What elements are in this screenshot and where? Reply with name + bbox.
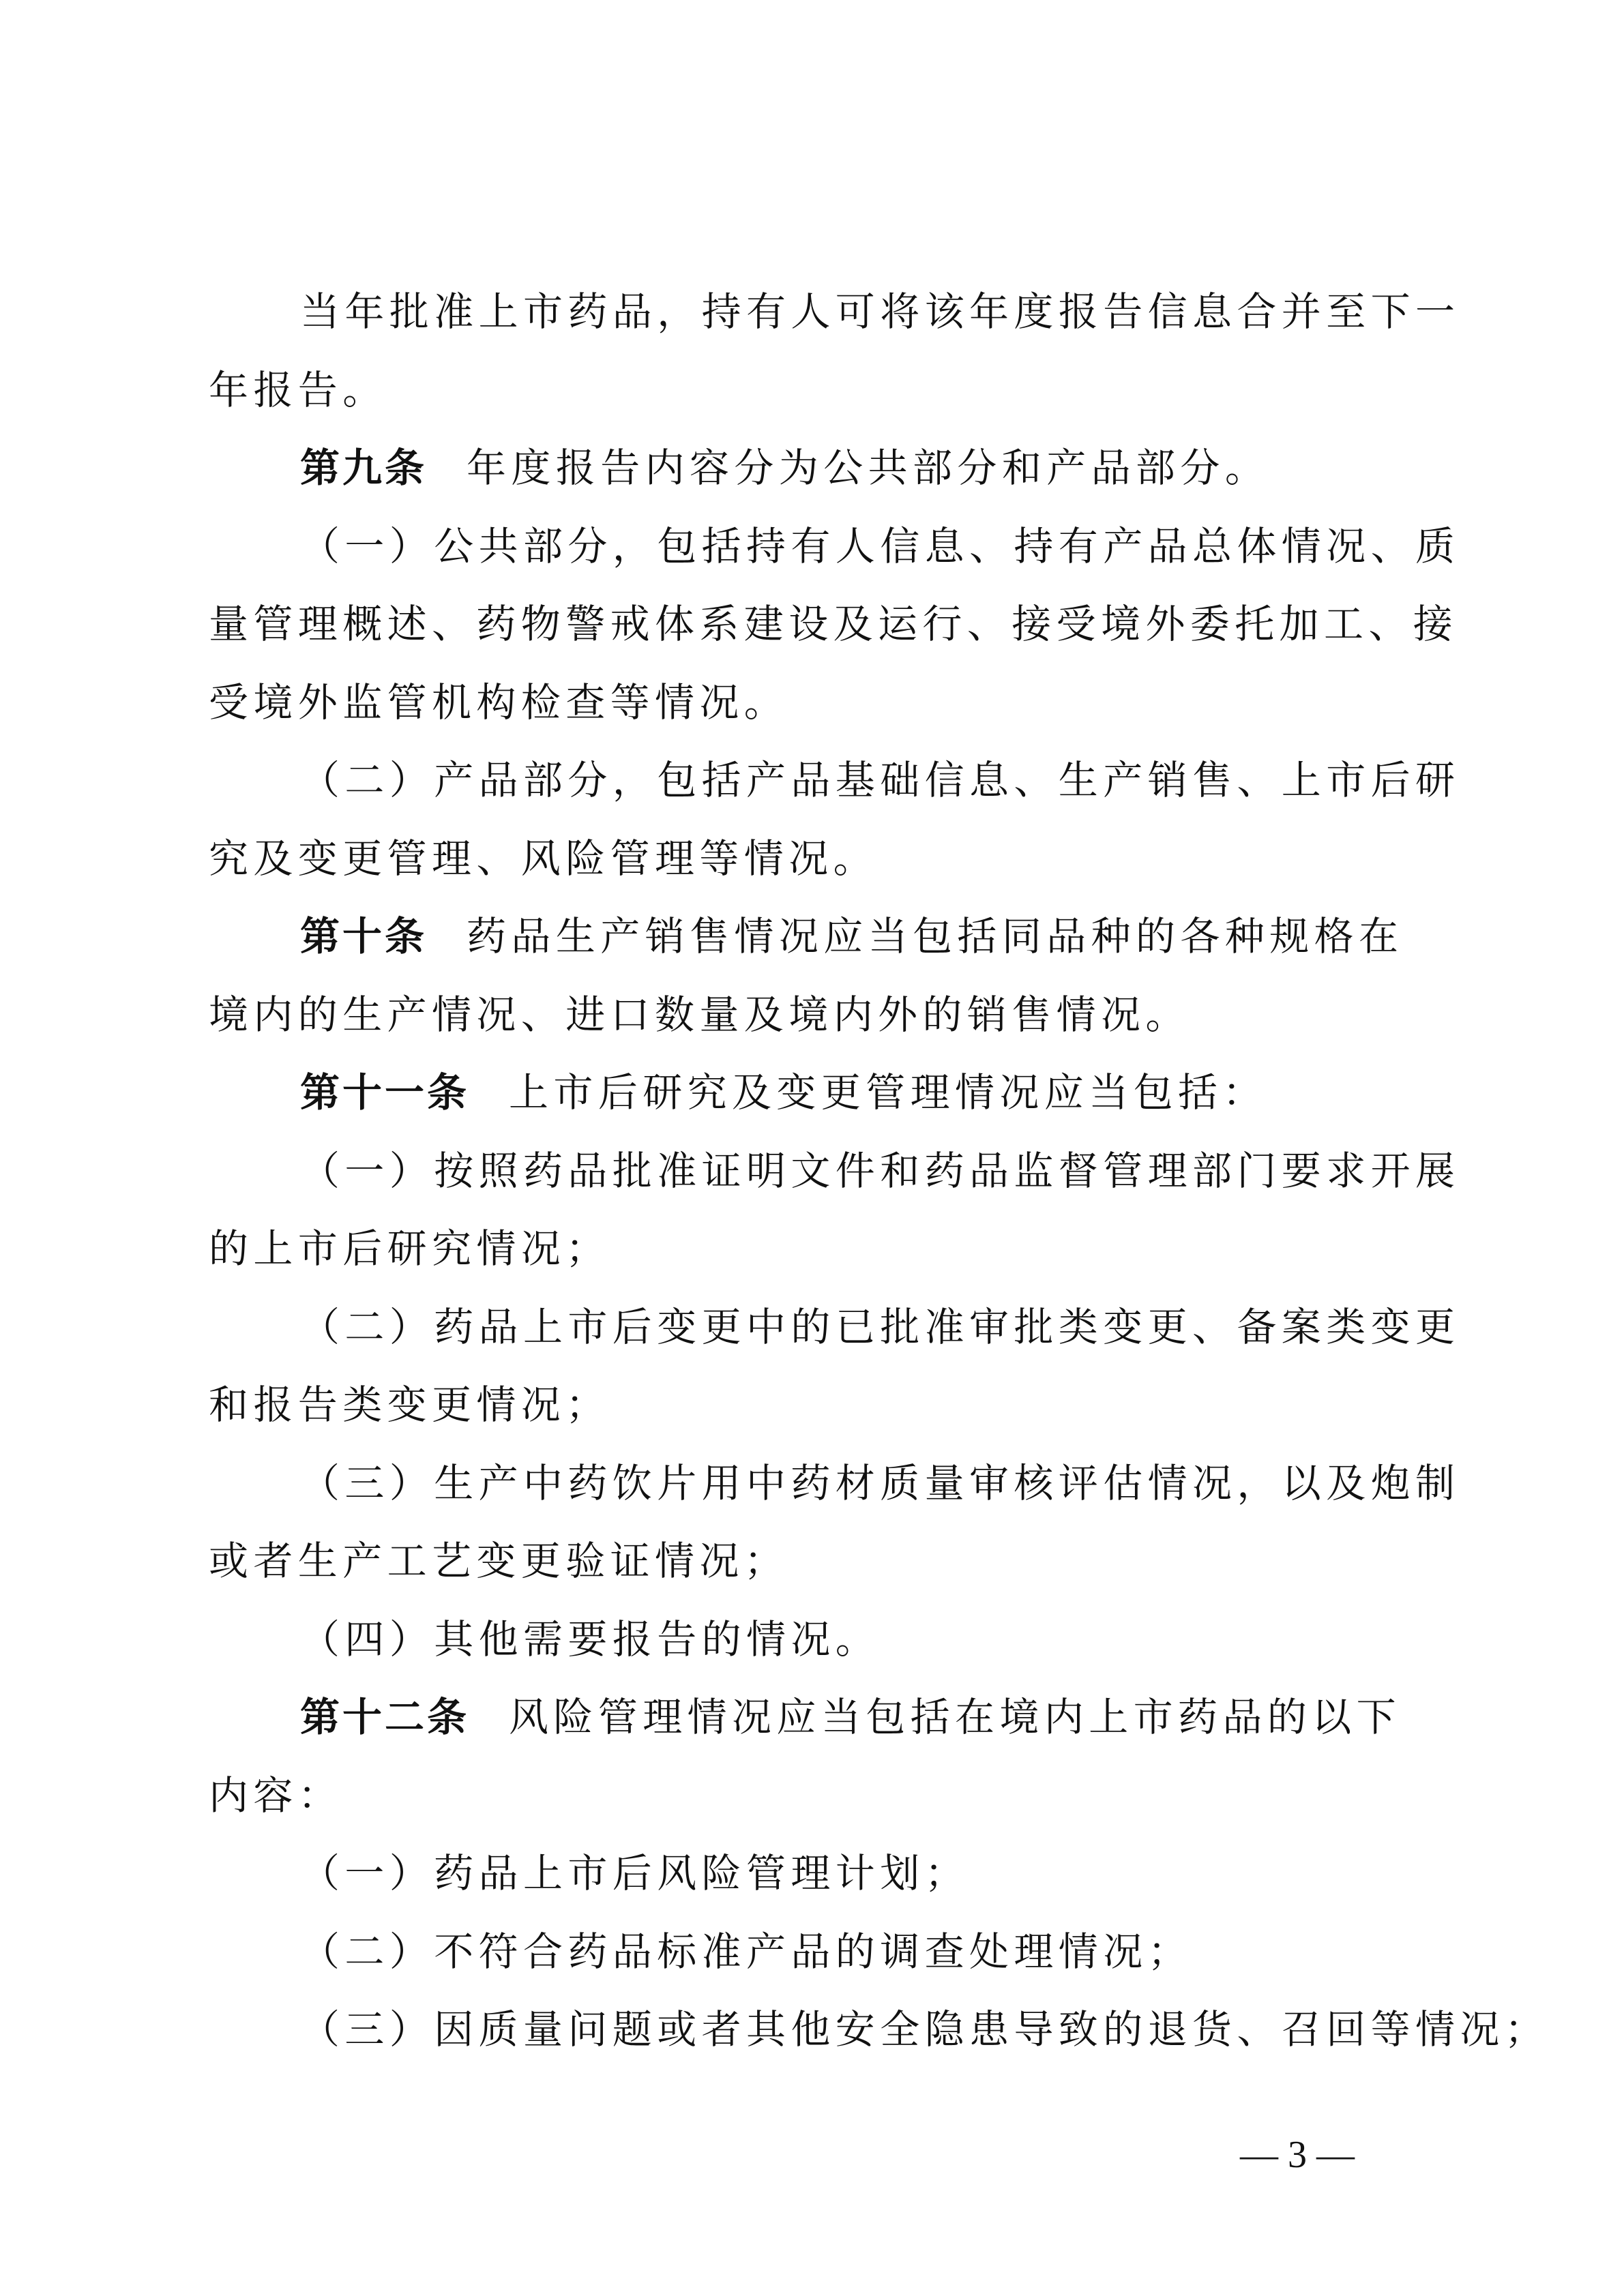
article-12-label: 第十二条 bbox=[300, 1694, 470, 1740]
paragraph-line: 境内的生产情况、进口数量及境内外的销售情况。 bbox=[209, 991, 1190, 1038]
paragraph-line: （一）药品上市后风险管理计划； bbox=[300, 1850, 970, 1896]
paragraph-line: 或者生产工艺变更验证情况； bbox=[209, 1538, 789, 1584]
paragraph-line: 的上市后研究情况； bbox=[209, 1225, 610, 1272]
paragraph-line: （三）因质量问题或者其他安全隐患导致的退货、召回等情况； bbox=[300, 2006, 1550, 2053]
paragraph-line: 究及变更管理、风险管理等情况。 bbox=[209, 835, 879, 882]
body-text bbox=[209, 273, 1550, 2069]
paragraph-line: （四）其他需要报告的情况。 bbox=[300, 1615, 881, 1663]
paragraph-line: 年报告。 bbox=[209, 366, 387, 413]
paragraph-line: 当年批准上市药品，持有人可将该年度报告信息合并至下一 bbox=[300, 288, 1460, 335]
paragraph-line: 和报告类变更情况； bbox=[209, 1382, 610, 1428]
page-number: — 3 — bbox=[1240, 2134, 1355, 2176]
paragraph-line: （二）产品部分，包括产品基础信息、生产销售、上市后研 bbox=[300, 757, 1460, 803]
article-12-line bbox=[209, 1678, 1423, 1757]
paragraph-line: 量管理概述、药物警戒体系建设及运行、接受境外委托加工、接 bbox=[209, 601, 1458, 647]
article-12-text: 风险管理情况应当包括在境内上市药品的以下 bbox=[509, 1694, 1402, 1740]
article-11-line bbox=[209, 1054, 1423, 1132]
article-9-text: 年度报告内容分为公共部分和产品部分。 bbox=[467, 445, 1270, 491]
article-10-text: 药品生产销售情况应当包括同品种的各种规格在 bbox=[467, 913, 1404, 959]
paragraph-line: 内容： bbox=[209, 1772, 343, 1819]
paragraph-line: （二）药品上市后变更中的已批准审批类变更、备案类变更 bbox=[300, 1303, 1460, 1350]
article-11-label: 第十一条 bbox=[300, 1069, 470, 1116]
article-9-line bbox=[209, 429, 1423, 507]
article-9-label: 第九条 bbox=[300, 445, 428, 491]
article-10-line bbox=[209, 897, 1423, 976]
article-10-label: 第十条 bbox=[300, 913, 428, 959]
paragraph-line: （一）按照药品批准证明文件和药品监督管理部门要求开展 bbox=[300, 1147, 1460, 1194]
paragraph-line: （二）不符合药品标准产品的调查处理情况； bbox=[300, 1928, 1193, 1975]
paragraph-line: 受境外监管机构检查等情况。 bbox=[209, 679, 789, 726]
paragraph-line: （三）生产中药饮片用中药材质量审核评估情况，以及炮制 bbox=[300, 1459, 1460, 1506]
paragraph-line: （一）公共部分，包括持有人信息、持有产品总体情况、质 bbox=[300, 522, 1460, 569]
article-11-text: 上市后研究及变更管理情况应当包括： bbox=[509, 1069, 1267, 1116]
